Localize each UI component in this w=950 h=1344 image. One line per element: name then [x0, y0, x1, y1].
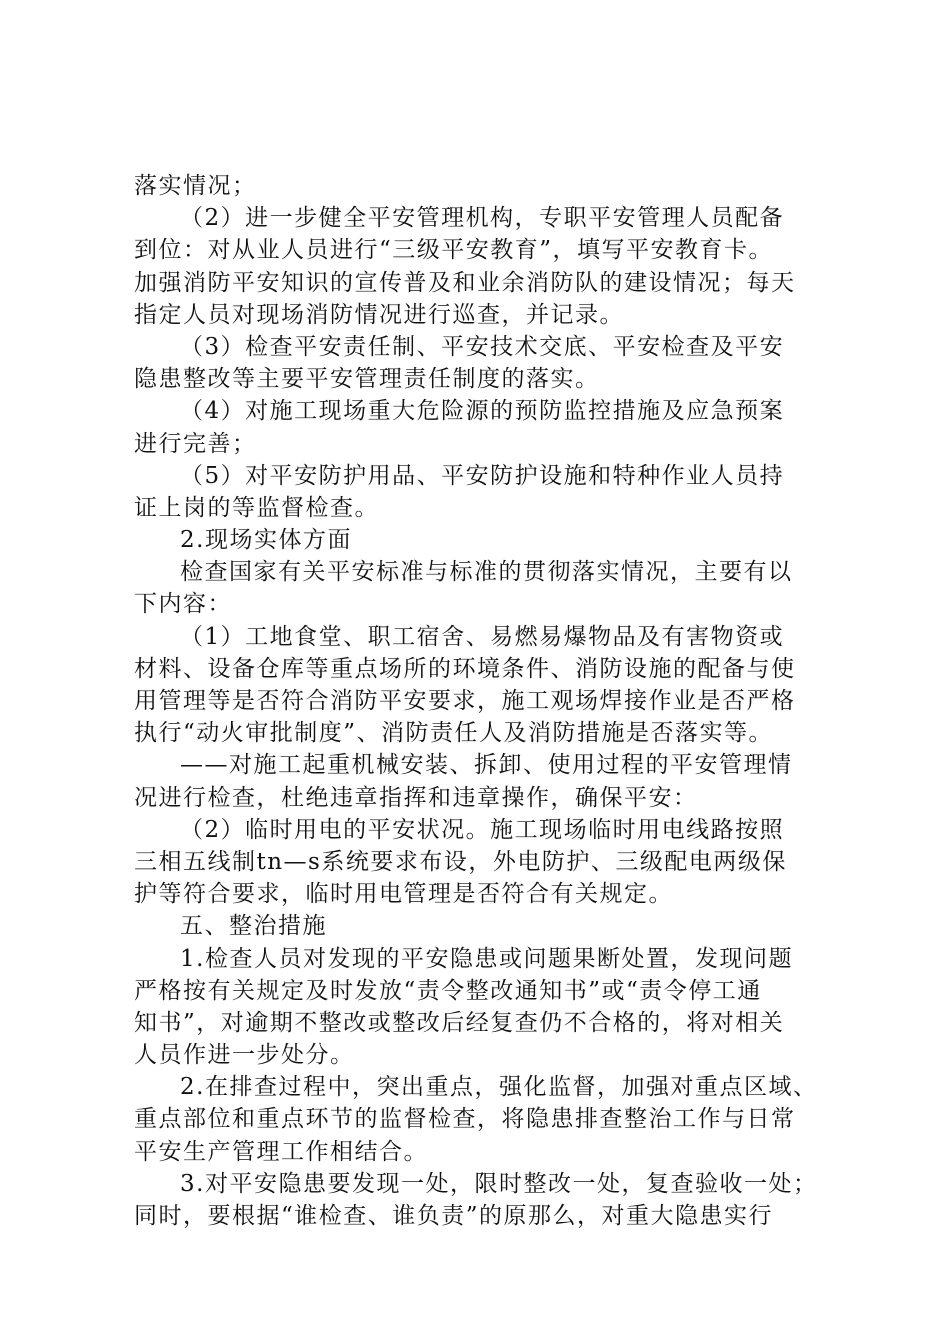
text-line: 到位：对从业人员进行“三级平安教育”，填写平安教育卡。	[134, 237, 774, 264]
text-line: （2）临时用电的平安状况。施工现场临时用电线路按照	[180, 816, 785, 843]
text-line: 1.检查人员对发现的平安隐患或问题果断处置，发现问题	[180, 945, 793, 972]
text-line: 3.对平安隐患要发现一处，限时整改一处，复查验收一处；	[180, 1170, 818, 1197]
text-line: 加强消防平安知识的宣传普及和业余消防队的建设情况；每天	[134, 269, 796, 296]
text-line: 落实情况；	[134, 173, 257, 199]
text-line: ——对施工起重机械安装、拆卸、使用过程的平安管理情	[180, 752, 793, 779]
text-line: 重点部位和重点环节的监督检查，将隐患排查整治工作与日常	[134, 1106, 796, 1133]
text-line: 平安生产管理工作相结合。	[134, 1138, 428, 1165]
text-line: 证上岗的等监督检查。	[134, 494, 379, 521]
text-line: 五、整治措施	[180, 913, 327, 940]
text-line: （1）工地食堂、职工宿舍、易燃易爆物品及有害物资或	[180, 623, 785, 650]
text-line: 护等符合要求，临时用电管理是否符合有关规定。	[134, 881, 673, 908]
text-line: 下内容：	[134, 591, 232, 618]
text-line: 用管理等是否符合消防平安要求，施工观场焊接作业是否严格	[134, 688, 796, 714]
text-line: 执行“动火审批制度”、消防责任人及消防措施是否落实等。	[134, 720, 774, 747]
text-line: 2.在排查过程中，突出重点，强化监督，加强对重点区域、	[180, 1074, 818, 1101]
text-line: （4）对施工现场重大危险源的预防监控措施及应急预案	[180, 398, 785, 425]
text-line: 三相五线制tn—s系统要求布设，外电防护、三级配电两级保	[134, 848, 787, 875]
text-line: 人员作进一步处分。	[134, 1042, 355, 1069]
document-body-text	[134, 170, 834, 1232]
text-line: 严格按有关规定及时发放“责令整改通知书”或“责令停工通	[134, 977, 762, 1004]
text-line: 知书”，对逾期不整改或整改后经复查仍不合格的，将对相关	[134, 1009, 785, 1036]
text-line: （3）检查平安责任制、平安技术交底、平安检查及平安	[180, 333, 785, 360]
text-line: 同时，要根据“谁检查、谁负责”的原那么，对重大隐患实行	[134, 1203, 774, 1229]
text-line: 进行完善；	[134, 430, 257, 457]
text-line: 材料、设备仓库等重点场所的环境条件、消防设施的配备与使	[134, 655, 796, 682]
text-line: 隐患整改等主要平安管理责任制度的落实。	[134, 366, 600, 393]
text-line: 指定人员对现场消防情况进行巡查，并记录。	[134, 301, 624, 328]
text-line: （2）进一步健全平安管理机构，专职平安管理人员配备	[180, 205, 785, 232]
text-line: （5）对平安防护用品、平安防护设施和特种作业人员持	[180, 462, 785, 489]
text-line: 检查国家有关平安标准与标准的贯彻落实情况，主要有以	[180, 559, 793, 586]
text-line: 况进行检查，杜绝违章指挥和违章操作，确保平安：	[134, 784, 698, 811]
text-line: 2.现场实体方面	[180, 527, 352, 554]
